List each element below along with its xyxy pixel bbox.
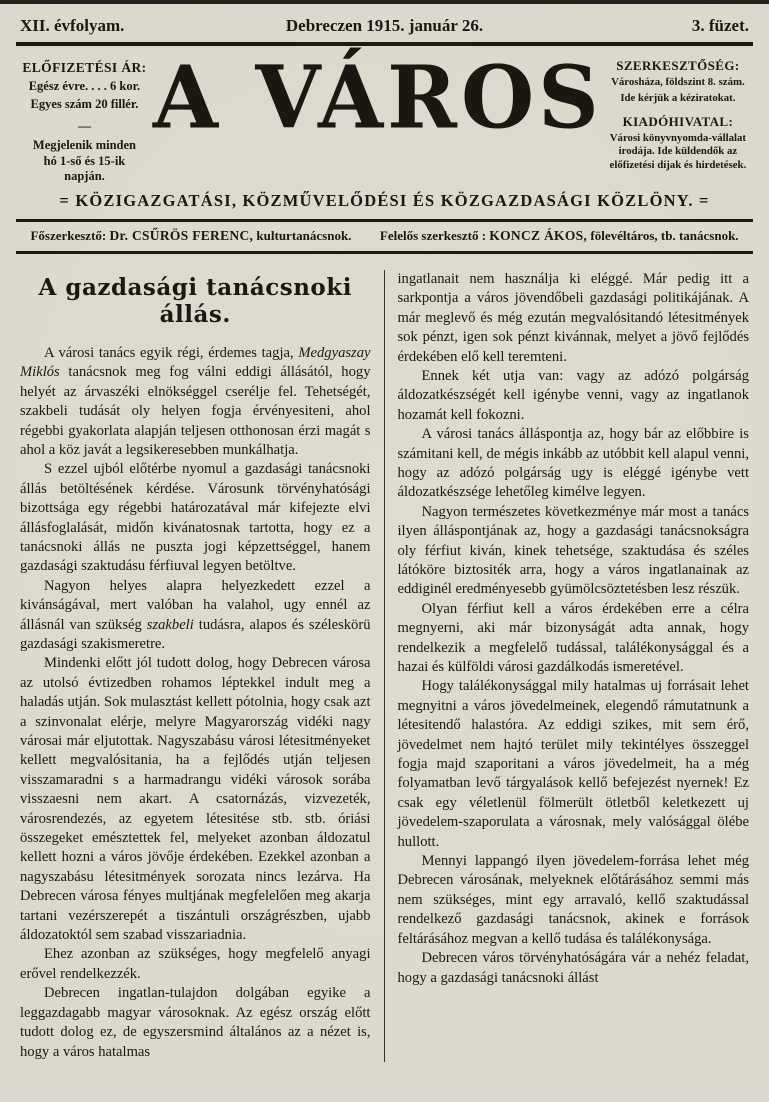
paragraph: Debrecen város törvényhatóságára vár a nehéz feladat, hogy a gazdasági tanácsnoki állást: [397, 950, 749, 986]
responsible-editor-label: Felelős szerkesztő :: [379, 227, 487, 243]
publisher-title: KIADÓHIVATAL:: [622, 113, 734, 129]
paragraph-text: A városi tanács egyik régi, érdemes tagja,: [44, 344, 299, 361]
editorial-note: Ide kérjük a kéziratokat.: [620, 91, 736, 104]
paragraph-italic: Medgyaszay Miklós: [20, 344, 371, 381]
subscription-title: ELŐFIZETÉSI ÁR:: [22, 60, 147, 75]
paragraph-text: Nagyon helyes alapra helyezkedett ezzel a kivánságával, mert valóban ha valahol, ugy ennél az állásnál van szükség: [20, 577, 371, 633]
paragraph: Ennek két utja van: vagy az adózó polgárság áldozatkészségét kell igénybe venni, vagy az ingatlanok hozamát kell fokozni.: [397, 367, 749, 423]
paper-subtitle: = KÖZIGAZGATÁSI, KÖZMŰVELŐDÉSI ÉS KÖZGAZDASÁGI KÖZLÖNY. =: [59, 190, 710, 210]
publisher-text: Városi könyvnyomda-vállalat irodája. Ide küldendők az előfizetési díjak és hirdetések.: [609, 131, 747, 172]
paragraph: Debrecen ingatlan-tulajdon dolgában egyike a leggazdagabb magyar városoknak. Az egész ország előtt tudott dolog ez, de egyszersmind általános az a nézet is, hogy a város hatalmas: [20, 985, 371, 1060]
editorial-box: [603, 54, 753, 185]
paragraph: Hogy találékonysággal mily hatalmas uj forrásait lehet megnyitni a város jövedelmeinek, elegendő rámutatnunk a létesitendő halastóra. Az eddigi szikes, mit sem érő, jövedelmet nem hajtó terület mily tekintélyes összeggel fogja majd szaporitani a város jövedelmeit, ha a még folyamatban levő tárgyalások kellő befejezést nyernek! Ez csak egy véletlenül fölmerült ötletből keletkezett uj jövedelem-szaporulata a városnak, mely valósággal ölébe hullott.: [397, 678, 749, 850]
paragraph: Nagyon természetes következménye már most a tanács ilyen álláspontjának az, hogy a gazdasági tanácsnokságra oly férfiut kiván, kinek tehetsége, szaktudása és széles látóköre biztositék arra, hogy a város ingatlanainak az eddiginél eredményesebb gyümölcsöztetésben lesz részük.: [397, 503, 749, 598]
top-rule: [16, 42, 753, 46]
subscription-box: [16, 54, 153, 185]
subscription-price-year: Egész évre. . . . 6 kor.: [28, 79, 141, 93]
paragraph: A városi tanács álláspontja az, hogy bár az előbbire is számitani kell, de mégis inkább az utóbbit kell alapul venni, hogy az adózó polgárság ugy is eléggé igénybe vett áldozatkészsége lehetőleg kimélve legyen.: [397, 426, 749, 501]
paragraph: S ezzel ujból előtérbe nyomul a gazdasági tanácsnoki állás betöltésének kérdése. Városunk törvényhatósági bizottsága egy régebbi határozatával már kifejezte elvi állásfoglalását, midőn kivánatosnak tartotta, hogy ez a tanácsnoki állás ne puszta jogi képzettséggel, hanem gazdasági szaktudásu férfiuval legyen betöltve.: [20, 461, 371, 575]
paragraph: Olyan férfiut kell a város érdekében erre a célra megnyerni, aki már bizonyságát adta annak, hogy rendelkezik a megfelelő tudással, találékonysággal és a hazai és külföldi városi gazdálkodás ismeretével.: [397, 600, 749, 675]
editorial-address: Városháza, földszint 8. szám.: [611, 76, 745, 88]
volume-label: XII. évfolyam.: [20, 16, 125, 35]
date-label: Debreczen 1915. január 26.: [285, 16, 484, 35]
subscription-price-single: Egyes szám 20 fillér.: [30, 97, 139, 111]
masthead: [16, 46, 753, 185]
article-heading: A gazdasági tanácsnoki állás.: [38, 273, 352, 328]
publication-schedule: Megjelenik minden hó 1-ső és 15-ik napján.: [32, 138, 137, 184]
paragraph-text: tanácsnok meg fog válni eddigi állásától, hogy helyét az árvaszéki elnökséggel cserélje fel. Tehetségét, szakbeli tudását oly helyen fogja érvényesiteni, ahol régebbi gyakorlata alapján teljesen otthonosan érzi magát s ahol a köz javát a legsikeresebben munkálhatja.: [20, 364, 371, 458]
spacer: [603, 106, 753, 114]
editorial-title: SZERKESZTŐSÉG:: [616, 58, 740, 73]
masthead-center: [152, 46, 603, 185]
paragraph: Ehez azonban az szükséges, hogy megfelelő anyagi erővel rendelkezzék.: [20, 946, 371, 982]
paragraph: [20, 577, 371, 655]
subscription-divider: —: [77, 118, 91, 133]
chief-editor-title: kulturtanácsnok.: [256, 227, 352, 243]
paragraph: Mindenki előtt jól tudott dolog, hogy Debrecen városa az utolsó évtizedben rohamos léptekkel indult meg a haladás utján. Sok mulasztást kellett pótolnia, hogy csak azt a szinvonalat elérje, melyre Magyarország vidéki nagy városai már eljutottak. Nagyszabásu városi létesitményeket kellett megvalósitania, ha a fejlődés utján teljesen visszamaradni s a harmadrangu vidéki városok sorába visszaesni nem akart. A csatornázás, vizvezeték, városrendezés, az egyetem létesitése stb. stb. óriási összegeket emésztettek fel, melyeket azonban áldozatul kellett hozni a város jövője érdekében. Ezekkel azonban a nagyszabásu létesitmények sorozata nincs lezárva. Ha Debrecen városa fényes multjának megfelelően meg akarja tartani vezérszerepét a tiszántuli országrészben, ujabb áldozatoktól sem szabad visszariadnia.: [20, 655, 371, 944]
paragraph: [20, 344, 371, 460]
chief-editor-label: Főszerkesztő:: [30, 227, 107, 243]
chief-editor-name: Dr. CSŰRÖS FERENC,: [109, 227, 254, 243]
paragraph: Mennyi lappangó ilyen jövedelem-forrása lehet még Debrecen városának, melyeknek előtárásához semmi más nem szükséges, mint egy arravaló, kellő szaktudással rendelkező gazdasági tanácsnok, akinek e források feltárásához megvan a kellő tudása és találékonysága.: [397, 853, 749, 947]
editors-rule: [16, 251, 753, 254]
paragraph-text: tudásra, alapos és széleskörü gazdasági szakismeretre.: [20, 616, 371, 652]
issue-label: 3. füzet.: [691, 16, 749, 35]
article-column-right: [385, 270, 750, 1062]
top-bar: [16, 14, 753, 42]
paragraph-italic: szakbeli: [146, 616, 194, 633]
article-column-left: [20, 270, 385, 1062]
paragraph: ingatlanait nem használja ki eléggé. Már pedig itt a sarkpontja a város jövendőbeli gazdasági politikájának. A már meglevő és még ezután megvalósitandó létesitmények sok pénzt, igen sok pénzt kivánnak, melyet a jövő fejlődés érdekében elő kell teremteni.: [397, 270, 749, 365]
editors-line: [16, 222, 753, 251]
responsible-editor-title: fölevéltáros, tb. tanácsnok.: [590, 227, 739, 243]
paper-title: A VÁROS: [152, 46, 603, 148]
responsible-editor-name: KONCZ ÁKOS,: [489, 227, 588, 243]
article-columns: [16, 270, 753, 1062]
